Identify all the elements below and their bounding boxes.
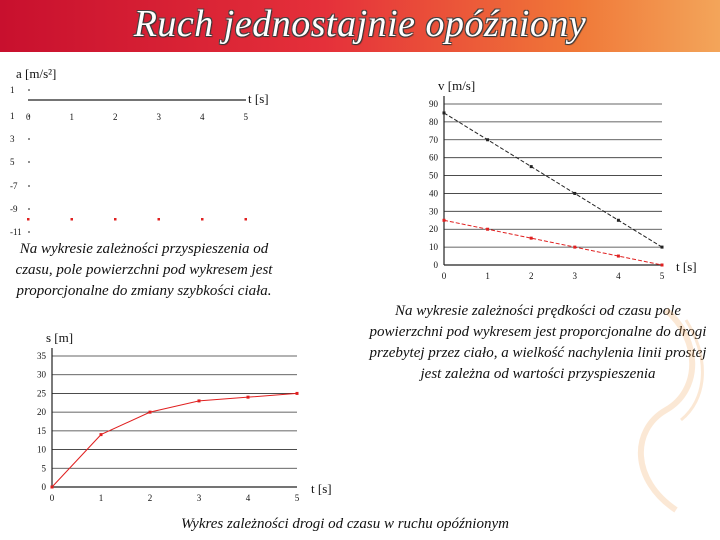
data-point [149,411,152,414]
x-axis-label: t [s] [311,481,332,496]
y-tick-label: 5 [41,463,46,474]
y-tick-label: 10 [37,444,46,455]
y-axis-label: s [m] [46,330,74,345]
x-tick-label: 4 [616,271,621,281]
data-point [617,255,620,258]
y-tick-label: -7 [10,181,18,191]
y-tick-label: 15 [37,425,46,436]
y-tick-label: 90 [429,99,438,109]
x-axis-label: t [s] [676,259,697,274]
data-point [71,218,74,221]
y-tick-label: 40 [429,188,438,199]
data-point [51,486,54,489]
y-tick-label: 1 [10,85,15,95]
x-tick-label: 5 [294,493,300,503]
data-point [443,219,446,222]
distance-caption: Wykres zależności drogi od czasu w ruchu opóźnionym [181,516,509,532]
data-point [486,228,489,231]
x-tick-label: 0 [49,493,55,503]
data-point [443,111,446,114]
data-point [530,165,533,168]
data-point [486,138,489,141]
x-tick-label: 2 [147,493,153,503]
acceleration-chart [0,60,300,240]
x-tick-label: 2 [528,271,534,281]
y-tick-label: 80 [429,116,438,127]
x-tick-label: 5 [659,271,665,281]
x-tick-label: 0 [26,112,31,122]
data-point [100,433,103,436]
y-tick-label: 20 [37,407,46,418]
y-tick-label: 60 [429,152,438,163]
y-tick-label: 5 [10,157,15,167]
y-axis-label: a [m/s²] [16,66,57,81]
data-point [27,218,30,221]
acceleration-caption: Na wykresie zależności przyspieszenia od czasu, pole powierzchni pod wykresem jest proporcjonalne do zmiany szybkości ciała. [15,241,273,299]
y-tick-label: 10 [429,242,438,253]
x-tick-label: 1 [98,493,104,503]
x-tick-label: 1 [485,271,490,281]
y-tick-label: -9 [10,204,18,214]
data-point [201,218,204,221]
data-point [247,396,250,399]
y-tick-label: 50 [429,170,438,181]
page-title: Ruch jednostajnie opóźniony [133,3,587,45]
y-tick-label: 30 [37,369,46,380]
x-tick-label: 4 [200,112,205,122]
x-tick-label: 3 [196,493,202,503]
data-point [661,246,664,249]
x-tick-label: 0 [441,271,447,281]
velocity-chart [400,68,710,288]
data-point [158,218,161,221]
x-tick-label: 5 [243,112,248,122]
x-tick-label: 1 [69,112,74,122]
data-point [573,246,576,249]
y-tick-label: 25 [37,388,46,399]
y-tick-label: 3 [10,134,15,144]
x-tick-label: 3 [156,112,161,122]
x-tick-label: 2 [113,112,118,122]
data-point [245,218,248,221]
y-tick-label: 35 [37,351,46,361]
x-tick-label: 3 [572,271,578,281]
data-point [530,237,533,240]
decorative-swirl [606,300,716,520]
distance-chart [20,330,340,510]
y-tick-label: 1 [10,111,15,121]
data-point [296,392,299,395]
data-point [661,264,664,267]
y-tick-label: -11 [10,227,22,237]
x-tick-label: 4 [245,493,251,503]
data-point [198,399,201,402]
y-tick-label: 70 [429,134,438,145]
velocity-caption: Na wykresie zależności prędkości od czasu pole powierzchni pod wykresem jest proporcjonalne do drogi przebytej przez ciało, a wielkość nachylenia linii prostej jest zależna od wartości przyspieszenia [369,303,707,382]
x-axis-label: t [s] [248,91,269,106]
y-tick-label: 30 [429,206,438,217]
data-point [573,192,576,195]
y-tick-label: 0 [433,260,438,270]
data-point [617,219,620,222]
series-line-0 [52,393,297,487]
y-axis-label: v [m/s] [438,78,476,93]
y-tick-label: 0 [41,482,46,492]
data-point [114,218,117,221]
y-tick-label: 20 [429,224,438,235]
